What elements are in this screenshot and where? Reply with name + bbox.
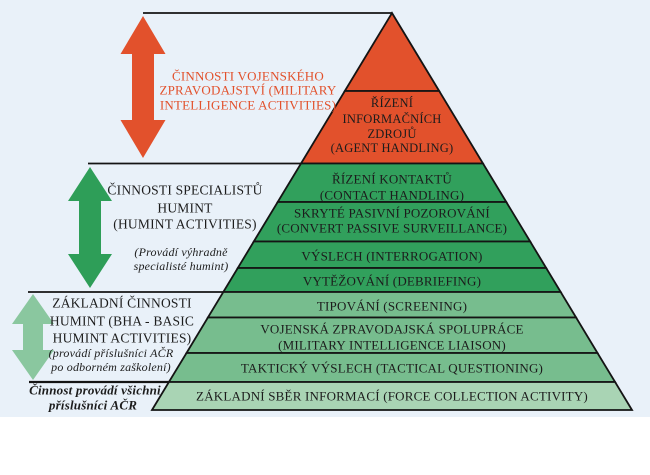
tier-contact-handling-text-line-1: ŘÍZENÍ KONTAKTŮ	[331, 171, 453, 187]
tier-screening-text: TIPOVÁNÍ (SCREENING)	[316, 298, 468, 314]
military-intelligence-label-line-3: INTELLIGENCE ACTIVITIES)	[159, 97, 337, 112]
tier-interrogation-text: VÝSLECH (INTERROGATION)	[301, 248, 483, 264]
tier-covert-passive-surveillance-text-line-1: SKRYTÉ PASIVNÍ POZOROVÁNÍ	[294, 205, 490, 220]
footer-note-line-1: Činnost provádí všichni	[29, 382, 161, 398]
tier-force-collection-activity-text: ZÁKLADNÍ SBĚR INFORMACÍ (FORCE COLLECTION ACTIVITY)	[196, 388, 588, 403]
tier-military-intelligence-liaison-text-line-2: (MILITARY INTELLIGENCE LIAISON)	[278, 337, 506, 352]
basic-humint-label-line-1: ZÁKLADNÍ ČINNOSTI	[52, 295, 192, 311]
tier-agent-handling-text-line-1: ŘÍZENÍ	[370, 95, 414, 110]
basic-humint-arrow	[12, 294, 54, 380]
tier-covert-passive-surveillance-text-line-2: (CONVERT PASSIVE SURVEILLANCE)	[276, 220, 508, 236]
basic-humint-note-line-1: (provádí příslušníci AČR	[48, 346, 174, 360]
humint-specialists-label-line-1: ČINNOSTI SPECIALISTŮ	[107, 182, 263, 198]
humint-specialists-arrow	[68, 167, 112, 288]
humint-specialists-label-line-3: (HUMINT ACTIVITIES)	[113, 216, 257, 232]
military-intelligence-label-line-2: ZPRAVODAJSTVÍ (MILITARY	[159, 82, 337, 98]
humint-specialists-label-line-2: HUMINT	[157, 200, 213, 216]
tier-agent-handling-text-line-3: ZDROJŮ	[367, 126, 417, 141]
tier-tactical-questioning-text: TAKTICKÝ VÝSLECH (TACTICAL QUESTIONING)	[240, 360, 544, 376]
humint-specialists-note-line-2: specialisté humint)	[133, 259, 229, 273]
tier-agent-handling-text-line-4: (AGENT HANDLING)	[330, 140, 454, 155]
footer-note-line-2: příslušníci AČR	[48, 397, 138, 412]
tier-agent-handling-text-line-2: INFORMAČNÍCH	[342, 111, 442, 126]
basic-humint-label-line-3: HUMINT ACTIVITIES)	[52, 330, 192, 346]
humint-specialists-note-line-1: (Provádí výhradně	[134, 245, 228, 259]
tier-apex-shape	[345, 13, 439, 91]
basic-humint-label-line-2: HUMINT (BHA - BASIC	[49, 313, 195, 329]
military-intelligence-label-line-1: ČINNOSTI VOJENSKÉHO	[172, 68, 324, 83]
tier-debriefing-text: VYTĚŽOVÁNÍ (DEBRIEFING)	[302, 273, 482, 289]
tier-military-intelligence-liaison-text-line-1: VOJENSKÁ ZPRAVODAJSKÁ SPOLUPRÁCE	[260, 321, 524, 336]
tier-contact-handling-text-line-2: (CONTACT HANDLING)	[319, 187, 465, 202]
basic-humint-note-line-2: po odborném zaškolení)	[51, 360, 171, 374]
